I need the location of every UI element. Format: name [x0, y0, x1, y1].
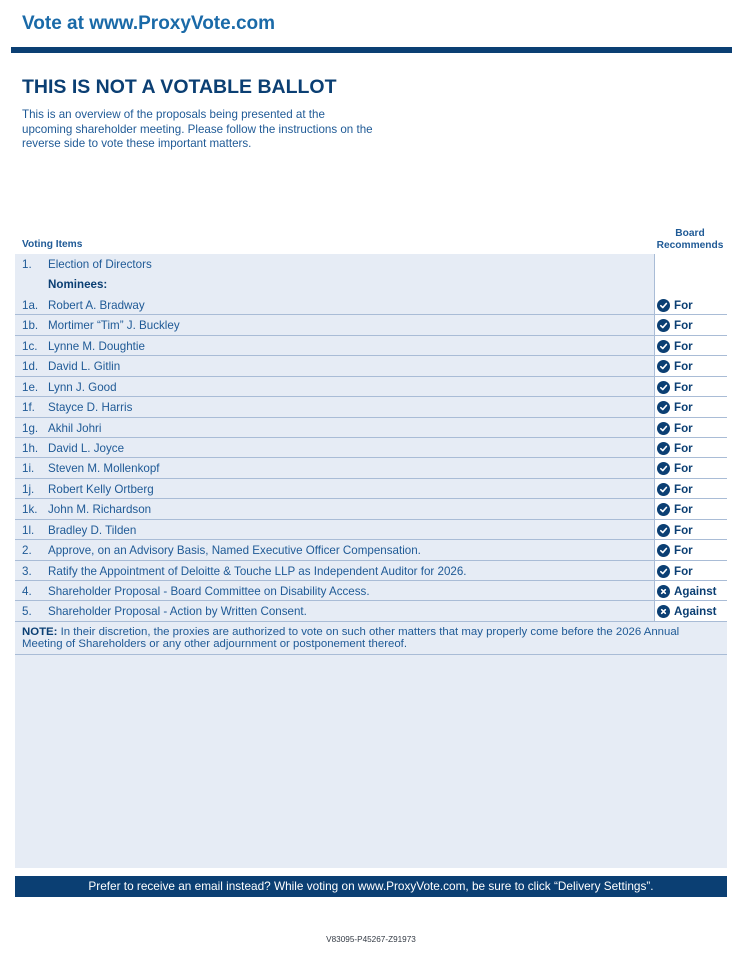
check-circle-icon — [657, 299, 670, 312]
item-text: David L. Joyce — [48, 441, 125, 455]
item-number: 2. — [22, 544, 32, 558]
table-row — [15, 315, 727, 335]
item-text: Nominees: — [48, 278, 108, 292]
check-circle-icon — [657, 319, 670, 332]
item-number: 1j. — [22, 482, 35, 496]
item-text: Lynne M. Doughtie — [48, 339, 145, 353]
check-circle-icon — [657, 544, 670, 557]
item-number: 1i. — [22, 462, 35, 476]
check-circle-icon — [657, 462, 670, 475]
table-row — [15, 540, 727, 560]
item-text: Shareholder Proposal - Board Committee on Disability Access. — [48, 585, 370, 598]
item-number: 4. — [22, 585, 32, 598]
board-recommendation — [657, 584, 717, 599]
table-row — [15, 581, 727, 601]
item-text: Lynn J. Good — [48, 380, 117, 394]
board-recommendation — [657, 380, 693, 395]
ballot-heading: THIS IS NOT A VOTABLE BALLOT — [22, 76, 337, 98]
board-recommendation — [657, 523, 693, 538]
recommendation-label: Against — [674, 585, 717, 598]
table-row — [15, 479, 727, 499]
board-recommendation — [657, 543, 693, 558]
item-text: Bradley D. Tilden — [48, 523, 137, 537]
check-circle-icon — [657, 565, 670, 578]
recommendation-label: For — [674, 421, 693, 435]
board-recommendation — [657, 339, 693, 354]
item-number: 1h. — [22, 441, 39, 455]
recommendation-label: For — [674, 482, 693, 496]
x-circle-icon — [657, 605, 670, 618]
item-text: Stayce D. Harris — [48, 401, 133, 415]
recommendation-label: For — [674, 360, 693, 374]
table-row — [15, 499, 727, 519]
email-prompt-banner: Prefer to receive an email instead? While voting on www.ProxyVote.com, be sure to click “Delivery Settings”. — [15, 876, 727, 897]
table-row — [15, 520, 727, 540]
table-row — [15, 561, 727, 581]
recommendation-label: For — [674, 441, 693, 455]
table-row — [15, 356, 727, 376]
board-recommendation — [657, 400, 693, 415]
item-text: Ratify the Appointment of Deloitte & Touche LLP as Independent Auditor for 2026. — [48, 564, 467, 578]
voting-items-header: Voting Items — [22, 239, 83, 250]
item-number: 1c. — [22, 339, 38, 353]
board-recommendation — [657, 461, 693, 476]
note-text: In their discretion, the proxies are authorized to vote on such other matters that may properly come before the 2026 Annual Meeting of Shareholders or any other adjournment or postponement thereof. — [22, 626, 680, 651]
table-row — [15, 377, 727, 397]
item-text: John M. Richardson — [48, 503, 152, 517]
table-row — [15, 397, 727, 417]
recommendation-label: For — [674, 503, 693, 517]
item-number: 1l. — [22, 523, 35, 537]
board-recommendation — [657, 298, 693, 313]
site-title: Vote at www.ProxyVote.com — [22, 13, 276, 34]
item-number: 1e. — [22, 380, 39, 394]
intro-text: This is an overview of the proposals being presented at the upcoming shareholder meeting. Please follow the instructions on the reverse side to vote these important matters. — [22, 108, 373, 151]
recommendation-label: For — [674, 544, 693, 558]
item-text: Robert Kelly Ortberg — [48, 482, 154, 496]
item-number: 1g. — [22, 421, 39, 435]
recommendation-label: For — [674, 523, 693, 537]
board-header-line2: Recommends — [656, 239, 724, 251]
table-row — [15, 438, 727, 458]
table-row — [15, 418, 727, 438]
board-recommendation — [657, 318, 693, 333]
item-number: 1b. — [22, 319, 39, 333]
recommendation-label: For — [674, 298, 693, 312]
item-text: Election of Directors — [48, 258, 152, 271]
item-text: Robert A. Bradway — [48, 298, 145, 312]
item-text: Steven M. Mollenkopf — [48, 462, 160, 476]
board-recommends-header — [654, 228, 726, 251]
note — [15, 623, 727, 655]
board-recommendation — [657, 502, 693, 517]
recommendation-label: For — [674, 401, 693, 415]
item-text: Mortimer “Tim” J. Buckley — [48, 319, 180, 333]
item-text: David L. Gitlin — [48, 360, 121, 374]
table-row — [15, 254, 727, 274]
recommendation-label: For — [674, 462, 693, 476]
recommendation-label: For — [674, 564, 693, 578]
item-number: 5. — [22, 605, 32, 619]
check-circle-icon — [657, 503, 670, 516]
recommendation-label: For — [674, 319, 693, 333]
check-circle-icon — [657, 422, 670, 435]
board-recommendation — [657, 421, 693, 436]
item-number: 1k. — [22, 503, 38, 517]
item-number: 1f. — [22, 401, 35, 415]
check-circle-icon — [657, 381, 670, 394]
header-divider — [11, 47, 732, 53]
item-text: Akhil Johri — [48, 421, 102, 435]
table-row — [15, 458, 727, 478]
document-code: V83095-P45267-Z91973 — [326, 935, 416, 944]
table-row — [15, 274, 727, 294]
recommendation-label: For — [674, 339, 693, 353]
note-label: NOTE: — [22, 626, 58, 638]
check-circle-icon — [657, 401, 670, 414]
board-recommendation — [657, 441, 693, 456]
check-circle-icon — [657, 442, 670, 455]
item-number: 1a. — [22, 298, 39, 312]
board-recommendation — [657, 564, 693, 579]
recommendation-label: For — [674, 380, 693, 394]
table-row — [15, 295, 727, 315]
item-number: 1. — [22, 258, 32, 271]
item-text: Shareholder Proposal - Action by Written Consent. — [48, 605, 307, 619]
board-recommendation — [657, 482, 693, 497]
recommendation-label: Against — [674, 605, 717, 619]
board-recommendation — [657, 359, 693, 374]
voting-items-table — [15, 254, 727, 622]
x-circle-icon — [657, 585, 670, 598]
board-recommendation — [657, 604, 717, 619]
table-row — [15, 601, 727, 621]
check-circle-icon — [657, 483, 670, 496]
check-circle-icon — [657, 340, 670, 353]
item-text: Approve, on an Advisory Basis, Named Executive Officer Compensation. — [48, 544, 421, 558]
item-number: 1d. — [22, 360, 39, 374]
board-header-line1: Board — [675, 228, 705, 239]
table-row — [15, 336, 727, 356]
check-circle-icon — [657, 524, 670, 537]
item-number: 3. — [22, 564, 32, 578]
check-circle-icon — [657, 360, 670, 373]
